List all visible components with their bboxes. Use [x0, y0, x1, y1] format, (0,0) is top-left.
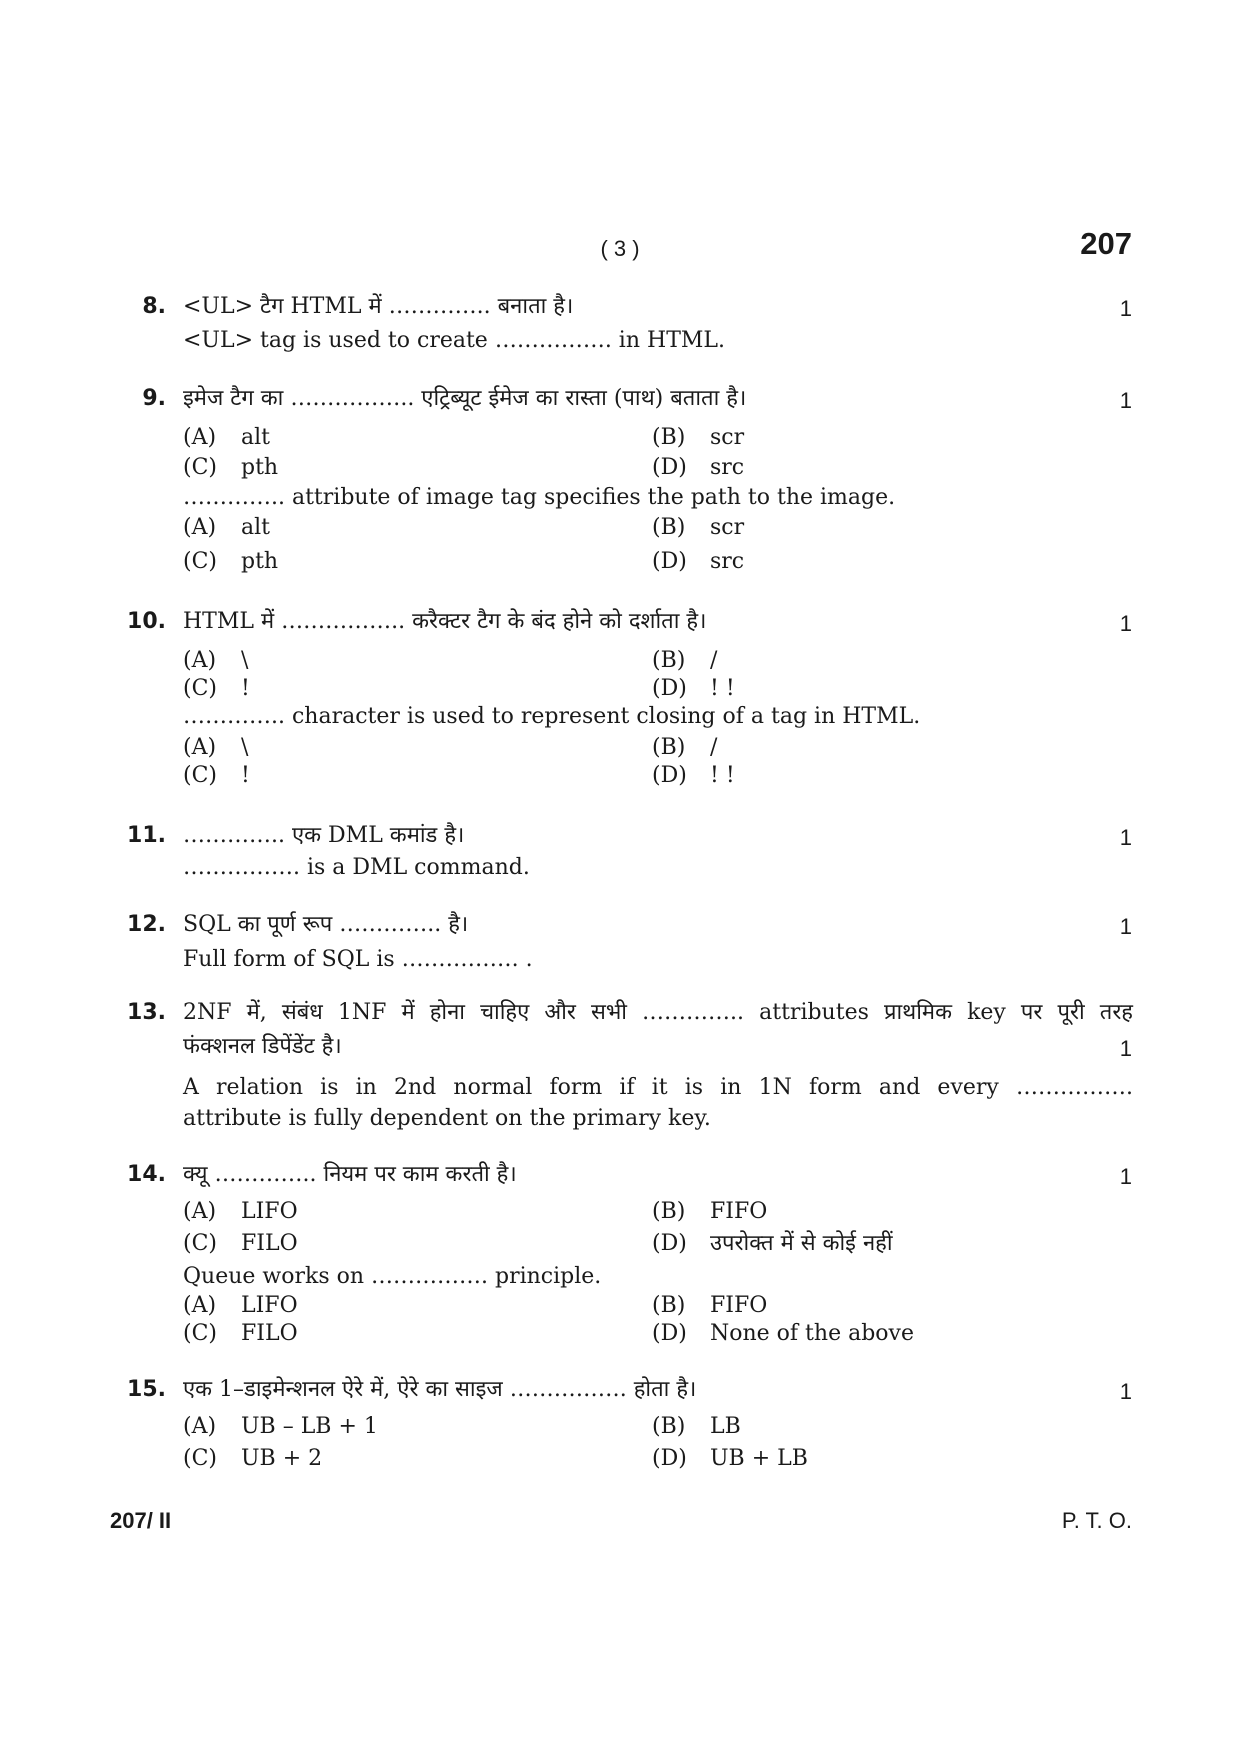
question-number: 9. [142, 386, 166, 411]
option-label: (C) [183, 676, 217, 701]
option-d [652, 548, 744, 576]
option-label: (A) [183, 735, 217, 760]
question-text-english: ………….. character is used to represent closing of a tag in HTML. [183, 704, 921, 729]
question-marks: 1 [1119, 914, 1132, 939]
option-label: (C) [183, 455, 217, 480]
option-label: (C) [183, 763, 217, 788]
option-label: (A) [183, 1414, 217, 1439]
option-text: / [710, 735, 718, 760]
option-d [652, 762, 735, 790]
question-text-english: <UL> tag is used to create ……………. in HTML. [183, 328, 725, 353]
option-text: / [710, 648, 718, 673]
question-text-hindi: एक 1–डाइमेन्शनल ऐरे में, ऐरे का साइज ……………. होता है। [183, 1377, 697, 1402]
option-text: FIFO [710, 1293, 768, 1318]
question-number: 8. [142, 294, 166, 319]
option-label: (B) [652, 1199, 686, 1224]
question-text-english-line1: A relation is in 2nd normal form if it is in 1N form and every ……………. [183, 1075, 1133, 1100]
question-text-hindi: HTML में …………….. करैक्टर टैग के बंद होने को दर्शाता है। [183, 609, 707, 634]
option-text: UB + LB [710, 1446, 808, 1471]
option-c [183, 1445, 322, 1473]
option-b [652, 514, 744, 542]
question-marks: 1 [1119, 825, 1132, 850]
option-a [183, 514, 270, 542]
option-text: pth [241, 455, 279, 480]
option-b [652, 1198, 767, 1226]
option-text: ! ! [710, 676, 735, 701]
option-label: (B) [652, 1293, 686, 1318]
option-b [652, 424, 744, 452]
option-a [183, 1198, 298, 1226]
question-number: 15. [127, 1377, 166, 1402]
option-label: (C) [183, 1231, 217, 1256]
question-text-hindi: क्यू ………….. नियम पर काम करती है। [183, 1162, 517, 1187]
option-label: (A) [183, 648, 217, 673]
option-d [652, 454, 744, 482]
option-c [183, 1320, 298, 1348]
option-a [183, 647, 248, 675]
option-text: FIFO [710, 1199, 768, 1224]
option-text: ! [241, 676, 250, 701]
question-number: 13. [127, 1000, 166, 1025]
option-text: \ [241, 735, 249, 760]
option-label: (B) [652, 425, 686, 450]
question-marks: 1 [1119, 388, 1132, 413]
option-c [183, 1230, 298, 1258]
option-a [183, 734, 248, 762]
option-text: None of the above [710, 1321, 914, 1346]
question-marks: 1 [1119, 1036, 1132, 1061]
option-text: ! [241, 763, 250, 788]
option-text: UB – LB + 1 [241, 1414, 378, 1439]
question-marks: 1 [1119, 611, 1132, 636]
option-a [183, 1292, 298, 1320]
question-text-hindi-line2: फंक्शनल डिपेंडेंट है। [183, 1034, 342, 1059]
question-marks: 1 [1119, 296, 1132, 321]
question-text-hindi-line1: 2NF में, संबंध 1NF में होना चाहिए और सभी ………….. attributes प्राथमिक key पर पूरी तरह [183, 1000, 1133, 1025]
option-c [183, 548, 278, 576]
option-d [652, 1445, 808, 1473]
question-text-hindi: <UL> टैग HTML में ………….. बनाता है। [183, 294, 574, 319]
page-number: ( 3 ) [600, 236, 640, 261]
subject-code: 207 [1080, 226, 1132, 261]
option-text: LIFO [241, 1199, 298, 1224]
option-label: (D) [652, 1321, 687, 1346]
option-c [183, 454, 278, 482]
option-label: (B) [652, 515, 686, 540]
option-d [652, 1320, 914, 1348]
option-label: (D) [652, 1446, 687, 1471]
question-text-english: Queue works on ……………. principle. [183, 1264, 602, 1289]
question-text-hindi: SQL का पूर्ण रूप ………….. है। [183, 912, 469, 937]
option-text: pth [241, 549, 279, 574]
question-marks: 1 [1119, 1164, 1132, 1189]
option-label: (D) [652, 676, 687, 701]
option-text: scr [710, 515, 745, 540]
option-text: FILO [241, 1231, 298, 1256]
question-marks: 1 [1119, 1379, 1132, 1404]
question-text-hindi: ………….. एक DML कमांड है। [183, 823, 465, 848]
please-turn-over: P. T. O. [1061, 1508, 1132, 1533]
option-label: (B) [652, 1414, 686, 1439]
question-text-hindi: इमेज टैग का …………….. एट्रिब्यूट ईमेज का रास्ता (पाथ) बताता है। [183, 386, 747, 411]
option-text: LIFO [241, 1293, 298, 1318]
option-label: (B) [652, 648, 686, 673]
question-number: 11. [127, 823, 166, 848]
option-label: (C) [183, 549, 217, 574]
option-text: src [710, 455, 745, 480]
option-label: (D) [652, 549, 687, 574]
option-d [652, 675, 735, 703]
option-text: ! ! [710, 763, 735, 788]
footer-paper-code: 207/ II [110, 1508, 172, 1533]
question-number: 14. [127, 1162, 166, 1187]
question-number: 10. [127, 609, 166, 634]
option-text: FILO [241, 1321, 298, 1346]
option-text: उपरोक्त में से कोई नहीं [710, 1231, 893, 1256]
question-number: 12. [127, 912, 166, 937]
option-text: scr [710, 425, 745, 450]
option-label: (A) [183, 1199, 217, 1224]
question-text-english: ………….. attribute of image tag specifies the path to the image. [183, 485, 896, 510]
option-label: (A) [183, 515, 217, 540]
option-text: src [710, 549, 745, 574]
option-b [652, 1413, 741, 1441]
option-label: (D) [652, 455, 687, 480]
question-text-english-line2: attribute is fully dependent on the primary key. [183, 1106, 711, 1131]
option-text: alt [241, 425, 270, 450]
option-label: (C) [183, 1321, 217, 1346]
option-text: \ [241, 648, 249, 673]
option-label: (B) [652, 735, 686, 760]
option-label: (A) [183, 1293, 217, 1318]
option-a [183, 1413, 378, 1441]
option-text: LB [710, 1414, 741, 1439]
option-text: alt [241, 515, 270, 540]
option-c [183, 762, 250, 790]
option-b [652, 734, 717, 762]
option-a [183, 424, 270, 452]
question-text-english: Full form of SQL is ……………. . [183, 947, 533, 972]
option-d [652, 1230, 893, 1258]
option-text: UB + 2 [241, 1446, 323, 1471]
option-label: (D) [652, 763, 687, 788]
option-label: (A) [183, 425, 217, 450]
option-b [652, 647, 717, 675]
question-text-english: ……………. is a DML command. [183, 855, 530, 880]
option-b [652, 1292, 767, 1320]
option-label: (D) [652, 1231, 687, 1256]
option-c [183, 675, 250, 703]
option-label: (C) [183, 1446, 217, 1471]
